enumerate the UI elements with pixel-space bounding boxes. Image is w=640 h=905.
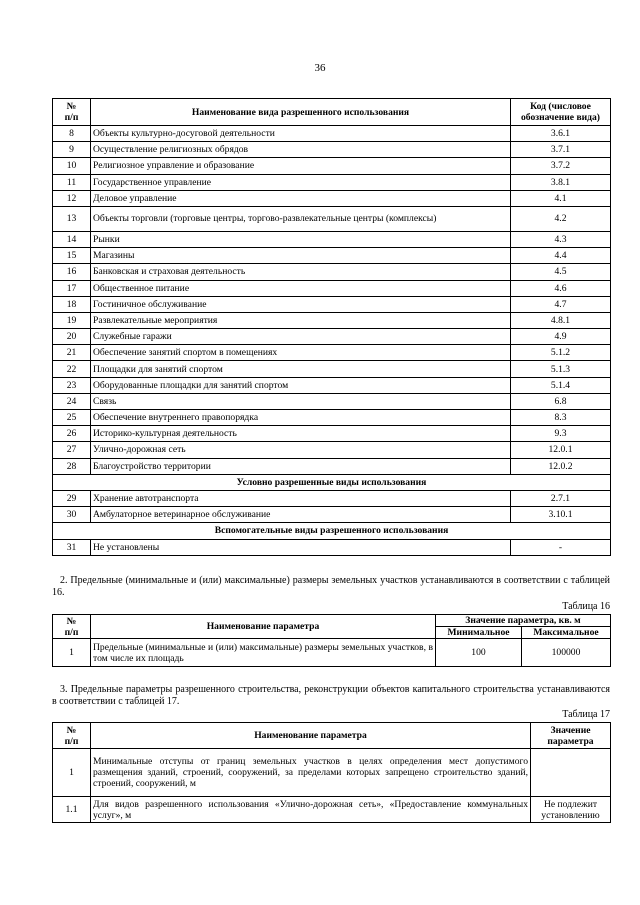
row-code: 6.8 (511, 393, 611, 409)
header-num: № п/п (53, 99, 91, 126)
table17-caption: Таблица 17 (562, 709, 610, 720)
section-row (53, 523, 611, 539)
row-name: Не установлены (91, 539, 511, 555)
row-code: 9.3 (511, 426, 611, 442)
row-name: Минимальные отступы от границ земельных участков в целях определения мест допустимого размещения зданий, строений, сооружений, за пределами которых запрещено строительство зданий, строений, сооружений, м (91, 749, 531, 797)
page-number: 36 (314, 62, 326, 74)
row-code: 12.0.1 (511, 442, 611, 458)
row-name: Религиозное управление и образование (91, 158, 511, 174)
row-value (531, 749, 611, 797)
table-row (53, 797, 611, 823)
row-code: 3.7.1 (511, 142, 611, 158)
row-name: Обеспечение занятий спортом в помещениях (91, 345, 511, 361)
row-max: 100000 (522, 639, 611, 667)
row-name: Для видов разрешенного использования «Улично-дорожная сеть», «Предоставление коммунальных услуг», м (91, 797, 531, 823)
row-name: Банковская и страховая деятельность (91, 264, 511, 280)
header-max: Максимальное (522, 627, 611, 639)
row-code: 5.1.3 (511, 361, 611, 377)
row-code: 2.7.1 (511, 490, 611, 506)
paragraph-3: 3. Предельные параметры разрешенного строительства, реконструкции объектов капитального строительства устанавливаются в соответствии с таблицей 17. (52, 684, 610, 707)
table-row (53, 639, 611, 667)
row-num: 21 (53, 345, 91, 361)
row-name: Развлекательные мероприятия (91, 312, 511, 328)
header-value: Значение параметра (531, 723, 611, 749)
row-num: 30 (53, 507, 91, 523)
land-plot-size-table (52, 614, 611, 667)
table-row (53, 126, 611, 142)
header-value: Значение параметра, кв. м (436, 615, 611, 627)
row-code: 3.8.1 (511, 174, 611, 190)
row-num: 12 (53, 190, 91, 206)
table-row (53, 490, 611, 506)
row-name: Предельные (минимальные и (или) максимальные) размеры земельных участков, в том числе их площадь (91, 639, 436, 667)
table-row (53, 231, 611, 247)
paragraph-2: 2. Предельные (минимальные и (или) максимальные) размеры земельных участков устанавливаются в соответствии с таблицей 16. (52, 575, 610, 598)
row-code: 4.9 (511, 329, 611, 345)
table-row (53, 312, 611, 328)
table-row (53, 345, 611, 361)
row-name: Хранение автотранспорта (91, 490, 511, 506)
table-row (53, 280, 611, 296)
row-num: 22 (53, 361, 91, 377)
row-value: Не подлежит установлению (531, 797, 611, 823)
table-row (53, 393, 611, 409)
row-name: Благоустройство территории (91, 458, 511, 474)
row-code: 4.4 (511, 248, 611, 264)
row-code: 3.7.2 (511, 158, 611, 174)
table-row (53, 539, 611, 555)
row-num: 13 (53, 206, 91, 231)
table-header-row (53, 615, 611, 627)
header-name: Наименование параметра (91, 615, 436, 639)
row-code: 3.10.1 (511, 507, 611, 523)
row-num: 24 (53, 393, 91, 409)
row-min: 100 (436, 639, 522, 667)
row-name: Магазины (91, 248, 511, 264)
table-row (53, 507, 611, 523)
table16-caption: Таблица 16 (562, 601, 610, 612)
table-row (53, 142, 611, 158)
table-row (53, 264, 611, 280)
row-code: 8.3 (511, 410, 611, 426)
row-num: 20 (53, 329, 91, 345)
row-num: 23 (53, 377, 91, 393)
table-row (53, 749, 611, 797)
permitted-use-table (52, 98, 611, 556)
row-name: Служебные гаражи (91, 329, 511, 345)
table-row (53, 190, 611, 206)
table-row (53, 458, 611, 474)
row-name: Объекты культурно-досуговой деятельности (91, 126, 511, 142)
row-num: 1.1 (53, 797, 91, 823)
row-num: 25 (53, 410, 91, 426)
row-name: Осуществление религиозных обрядов (91, 142, 511, 158)
row-name: Площадки для занятий спортом (91, 361, 511, 377)
row-name: Историко-культурная деятельность (91, 426, 511, 442)
row-name: Оборудованные площадки для занятий спортом (91, 377, 511, 393)
table-row (53, 158, 611, 174)
header-num: № п/п (53, 615, 91, 639)
row-code: 4.7 (511, 296, 611, 312)
row-name: Связь (91, 393, 511, 409)
section-row (53, 474, 611, 490)
row-num: 26 (53, 426, 91, 442)
row-code: 12.0.2 (511, 458, 611, 474)
row-code: 4.5 (511, 264, 611, 280)
row-num: 8 (53, 126, 91, 142)
row-name: Деловое управление (91, 190, 511, 206)
row-name: Объекты торговли (торговые центры, торгово-развлекательные центры (комплексы) (91, 206, 511, 231)
row-code: 4.1 (511, 190, 611, 206)
row-num: 31 (53, 539, 91, 555)
table-header-row (53, 99, 611, 126)
row-name: Обеспечение внутреннего правопорядка (91, 410, 511, 426)
table-row (53, 377, 611, 393)
table-row (53, 174, 611, 190)
table-row (53, 206, 611, 231)
table-row (53, 410, 611, 426)
row-code: 4.3 (511, 231, 611, 247)
construction-params-table (52, 722, 611, 823)
table-row (53, 296, 611, 312)
header-min: Минимальное (436, 627, 522, 639)
row-code: 4.6 (511, 280, 611, 296)
header-name: Наименование параметра (91, 723, 531, 749)
row-num: 11 (53, 174, 91, 190)
header-num: № п/п (53, 723, 91, 749)
row-num: 28 (53, 458, 91, 474)
row-num: 19 (53, 312, 91, 328)
row-num: 17 (53, 280, 91, 296)
row-code: 4.8.1 (511, 312, 611, 328)
table-row (53, 248, 611, 264)
row-code: 3.6.1 (511, 126, 611, 142)
table-row (53, 361, 611, 377)
table-row (53, 329, 611, 345)
row-name: Амбулаторное ветеринарное обслуживание (91, 507, 511, 523)
row-num: 29 (53, 490, 91, 506)
row-name: Общественное питание (91, 280, 511, 296)
row-code: - (511, 539, 611, 555)
header-name: Наименование вида разрешенного использования (91, 99, 511, 126)
row-code: 5.1.2 (511, 345, 611, 361)
row-name: Улично-дорожная сеть (91, 442, 511, 458)
header-code: Код (числовое обозначение вида) (511, 99, 611, 126)
row-num: 15 (53, 248, 91, 264)
row-num: 27 (53, 442, 91, 458)
table-header-row (53, 723, 611, 749)
row-num: 10 (53, 158, 91, 174)
table-row (53, 426, 611, 442)
row-num: 1 (53, 749, 91, 797)
section-auxiliary: Вспомогательные виды разрешенного использования (53, 523, 611, 539)
row-code: 4.2 (511, 206, 611, 231)
row-num: 9 (53, 142, 91, 158)
row-code: 5.1.4 (511, 377, 611, 393)
row-num: 16 (53, 264, 91, 280)
row-name: Гостиничное обслуживание (91, 296, 511, 312)
table-row (53, 442, 611, 458)
row-num: 1 (53, 639, 91, 667)
row-name: Рынки (91, 231, 511, 247)
row-name: Государственное управление (91, 174, 511, 190)
row-num: 18 (53, 296, 91, 312)
row-num: 14 (53, 231, 91, 247)
section-conditional: Условно разрешенные виды использования (53, 474, 611, 490)
